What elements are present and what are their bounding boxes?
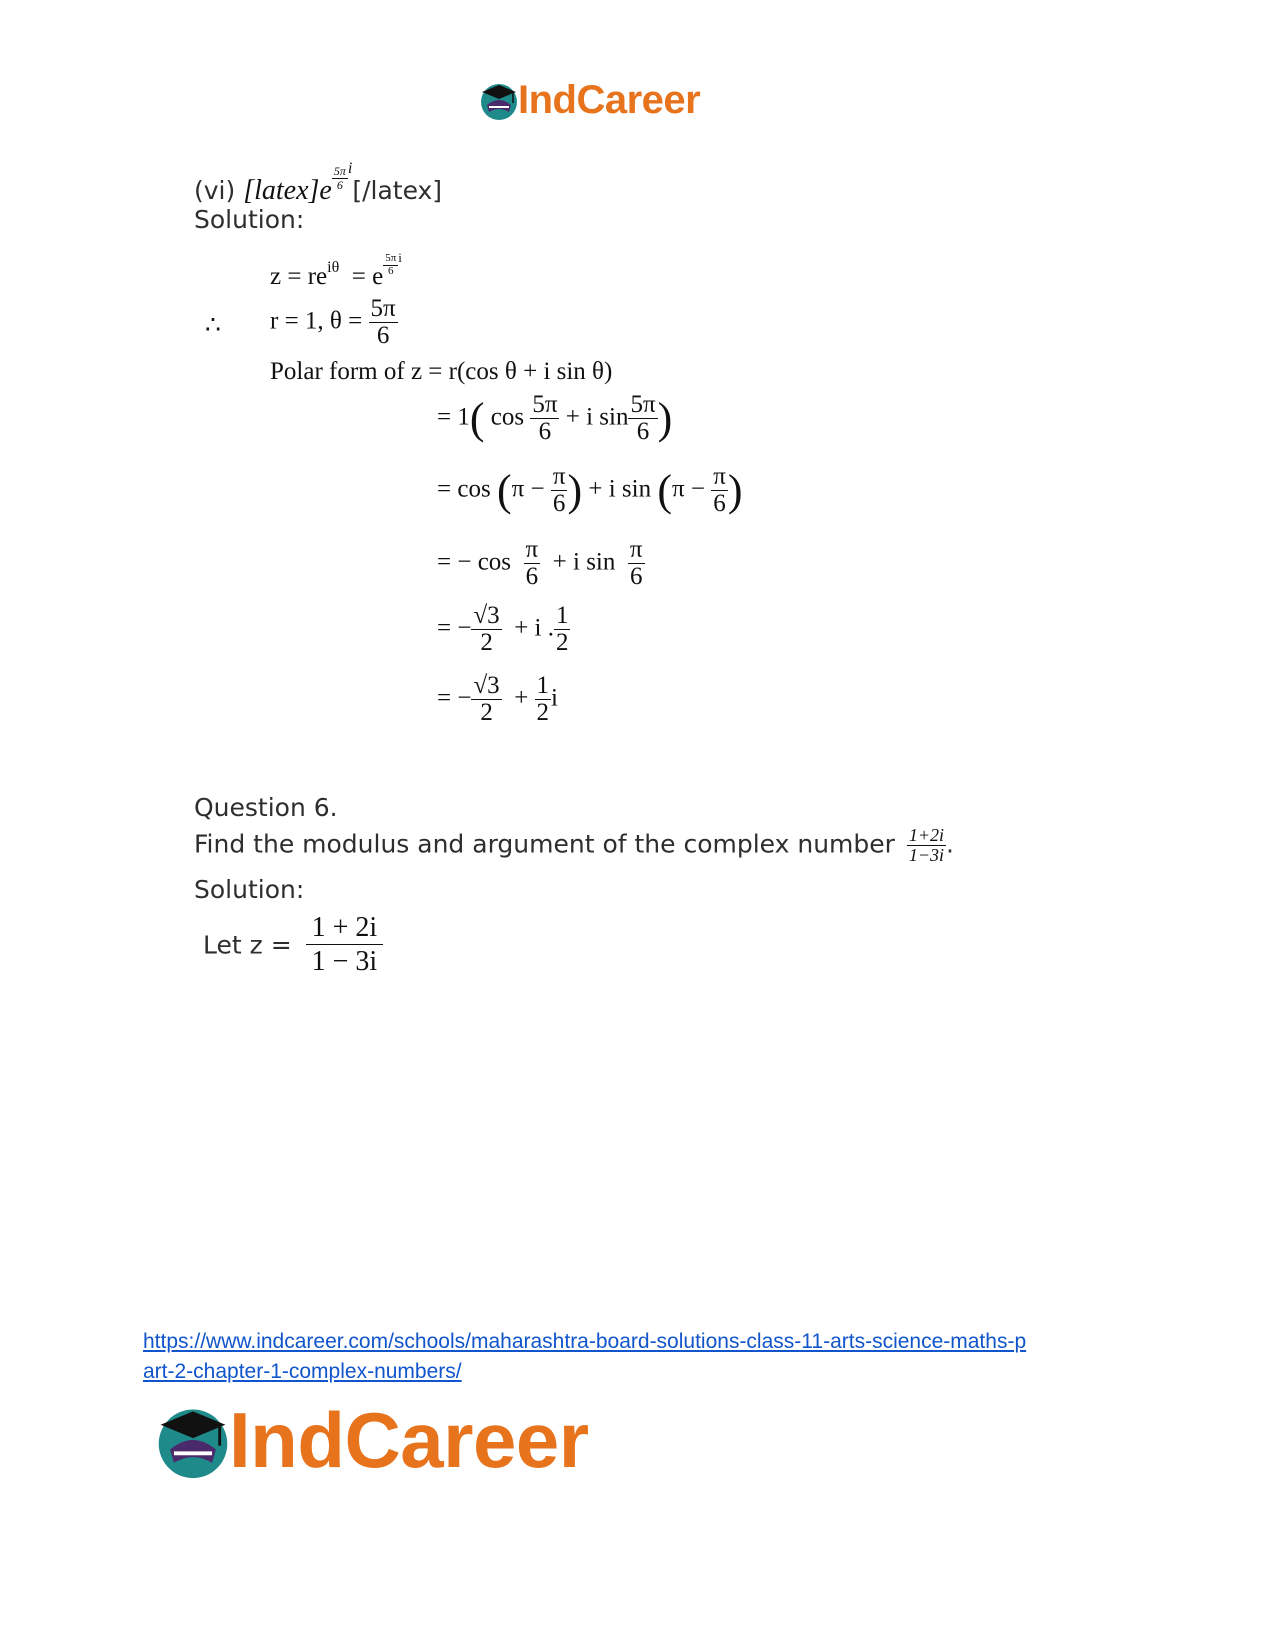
header-logo-text: IndCareer (518, 77, 701, 122)
graduation-cap-icon (478, 79, 520, 121)
footer-url[interactable] (143, 1327, 1143, 1387)
let-z-line: Let z = $\frac{1 + 2i}{1 - 3i}$ (203, 913, 383, 977)
footer-url-line1[interactable]: https://www.indcareer.com/schools/maharashtra-board-solutions-class-11-arts-science-maths-p (143, 1330, 1027, 1353)
step-line-r-theta: r = 1, θ = $\frac{5\pi}{6}$ (270, 295, 396, 350)
polar-form-label: Polar form of z = r(cos θ + i sin θ) (270, 358, 613, 385)
step-s3: = − cos $\frac{\pi}{6}$ + i sin $\frac{\pi}{6}$ (437, 536, 643, 591)
question-6-title: Question 6. (194, 793, 338, 822)
latex-base: e (319, 175, 332, 206)
step-s2: = cos (π − $\frac{\pi}{6}$ ) + i sin (π − $\frac{\pi}{6}$ ) (437, 463, 743, 518)
solution-label-vi: Solution: (194, 205, 305, 234)
step-s4: = − $\frac{√3}{2}$ + i . $\frac{1}{2}$ (437, 602, 569, 657)
latex-close: [/latex] (352, 176, 443, 205)
latex-open: [latex] (243, 175, 320, 206)
solution-label-q6: Solution: (194, 875, 305, 904)
footer-logo (153, 1395, 589, 1484)
part-vi-heading (194, 160, 442, 207)
question-6-text: Find the modulus and argument of the complex number $\frac{1+2i}{1-3i}$ . (194, 825, 954, 865)
therefore-symbol: ∴ (205, 312, 221, 339)
latex-exp-i: i (347, 160, 353, 177)
graduation-cap-icon (153, 1400, 233, 1480)
footer-url-line2[interactable]: art-2-chapter-1-complex-numbers/ (143, 1360, 462, 1383)
step-s5: = − $\frac{√3}{2}$ + $\frac{1}{2}$ i (437, 672, 558, 727)
step-line-z: $z = re^{i\theta} = e$ $\frac{5\pi}{6}$ i (270, 250, 402, 290)
part-label: (vi) (194, 176, 236, 205)
footer-logo-text: IndCareer (229, 1395, 589, 1484)
latex-exp-den: 6 (336, 177, 343, 192)
header-logo (478, 76, 700, 124)
latex-exp-num: 5π (333, 164, 346, 179)
step-s1: = 1( cos $\frac{5\pi}{6}$ + i sin $\frac{5\pi}{6}$ ) (437, 391, 673, 446)
